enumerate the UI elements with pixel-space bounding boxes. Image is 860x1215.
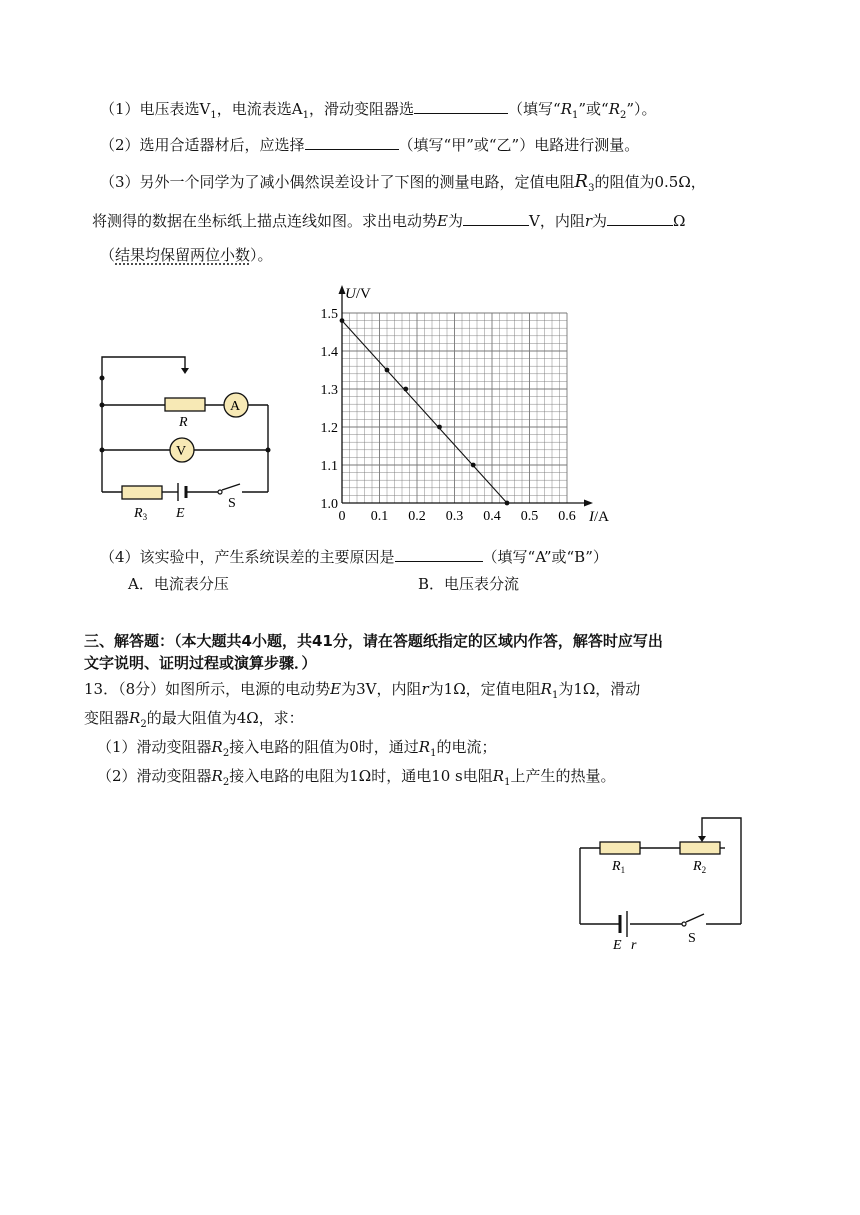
resistor-R1 [600, 842, 640, 854]
section-heading-line2: 文字说明、证明过程或演算步骤．） [84, 654, 317, 672]
svg-text:R: R [179, 415, 188, 430]
line-endpoint [505, 501, 510, 506]
resistor-R3 [122, 486, 162, 499]
y-tick-label: 1.2 [320, 421, 338, 436]
q12-part3-line1: （3）另外一个同学为了减小偶然误差设计了下图的测量电路，定值电阻$R_3$的阻值为0.5Ω， [100, 171, 706, 194]
x-tick-label: 0.4 [483, 509, 501, 524]
q12-part3-line3: （结果均保留两位小数）。 [100, 246, 273, 264]
answer-blank-1[interactable] [414, 99, 508, 114]
svg-text:S: S [228, 496, 236, 511]
y-tick-label: 1.0 [320, 497, 338, 512]
answer-blank-emf[interactable] [463, 211, 529, 226]
u-i-graph [300, 280, 620, 530]
q13-line3: （1）滑动变阻器$R_2$接入电路的阻值为0时，通过$R_1$的电流； [97, 738, 497, 759]
svg-text:V: V [176, 444, 187, 459]
x-tick-label: 0.5 [520, 509, 539, 524]
q12-part2: （2）选用合适器材后，应选择 （填写“甲”或“乙”）电路进行测量。 [100, 136, 640, 154]
q12-part3-line2: 将测得的数据在坐标纸上描点连线如图。求出电动势E为 V，内阻r为 Ω [92, 212, 686, 230]
answer-blank-resistance[interactable] [607, 211, 673, 226]
svg-text:R3: $R_3$ [134, 506, 148, 522]
q13-line4: （2）滑动变阻器$R_2$接入电路的电阻为1Ω时，通电10 s电阻$R_1$上产生的热量。 [97, 767, 616, 788]
rheostat-R [165, 398, 205, 411]
answer-blank-4[interactable] [395, 547, 483, 562]
x-axis-label: I/A [589, 509, 609, 525]
x-tick-label: 0 [338, 509, 346, 524]
q12-part1: （1）电压表选$V_1$，电流表选$A_1$，滑动变阻器选 （填写“$R_1$”或“$R_2$”）。 [100, 100, 657, 121]
svg-text:E: E [176, 506, 185, 521]
x-tick-label: 0.6 [558, 509, 576, 524]
option-a: A．电流表分压 [128, 575, 229, 593]
circuit-diagram-2 [570, 812, 755, 957]
x-tick-label: 0.2 [408, 509, 426, 524]
data-point [437, 425, 442, 430]
data-point [403, 387, 408, 392]
y-tick-label: 1.4 [320, 345, 338, 360]
q13-line1: 13．（8分）如图所示，电源的电动势E为3V，内阻r为1Ω，定值电阻$R_1$为1Ω，滑动 [84, 680, 641, 701]
q12-part4: （4）该实验中，产生系统误差的主要原因是 （填写“A”或“B”） [100, 548, 608, 566]
data-point [471, 463, 476, 468]
svg-text:S: S [688, 931, 696, 946]
rheostat-R2 [680, 842, 720, 854]
svg-text:R1: $R_1$ [612, 859, 626, 875]
x-tick-label: 0.1 [370, 509, 389, 524]
svg-text:A: A [230, 399, 241, 414]
svg-text:r: r [631, 938, 637, 953]
svg-text:R2: $R_2$ [693, 859, 707, 875]
option-b: B．电压表分流 [418, 575, 520, 593]
line-endpoint [340, 318, 345, 323]
y-tick-label: 1.3 [320, 383, 338, 398]
section-heading-line1: 三、解答题：（本大题共4小题，共41分，请在答题纸指定的区域内作答，解答时应写出 [84, 632, 663, 650]
svg-text:E: E [613, 938, 622, 953]
q13-line2: 变阻器$R_2$的最大阻值为4Ω，求： [84, 709, 304, 730]
data-point [385, 368, 390, 373]
x-tick-label: 0.3 [445, 509, 464, 524]
y-axis-label: U/V [345, 286, 371, 302]
circuit-diagram-1 [90, 350, 280, 525]
x-axis-arrow [584, 500, 593, 507]
answer-blank-2[interactable] [305, 135, 399, 150]
y-tick-label: 1.1 [320, 459, 338, 474]
y-tick-label: 1.5 [320, 307, 338, 322]
